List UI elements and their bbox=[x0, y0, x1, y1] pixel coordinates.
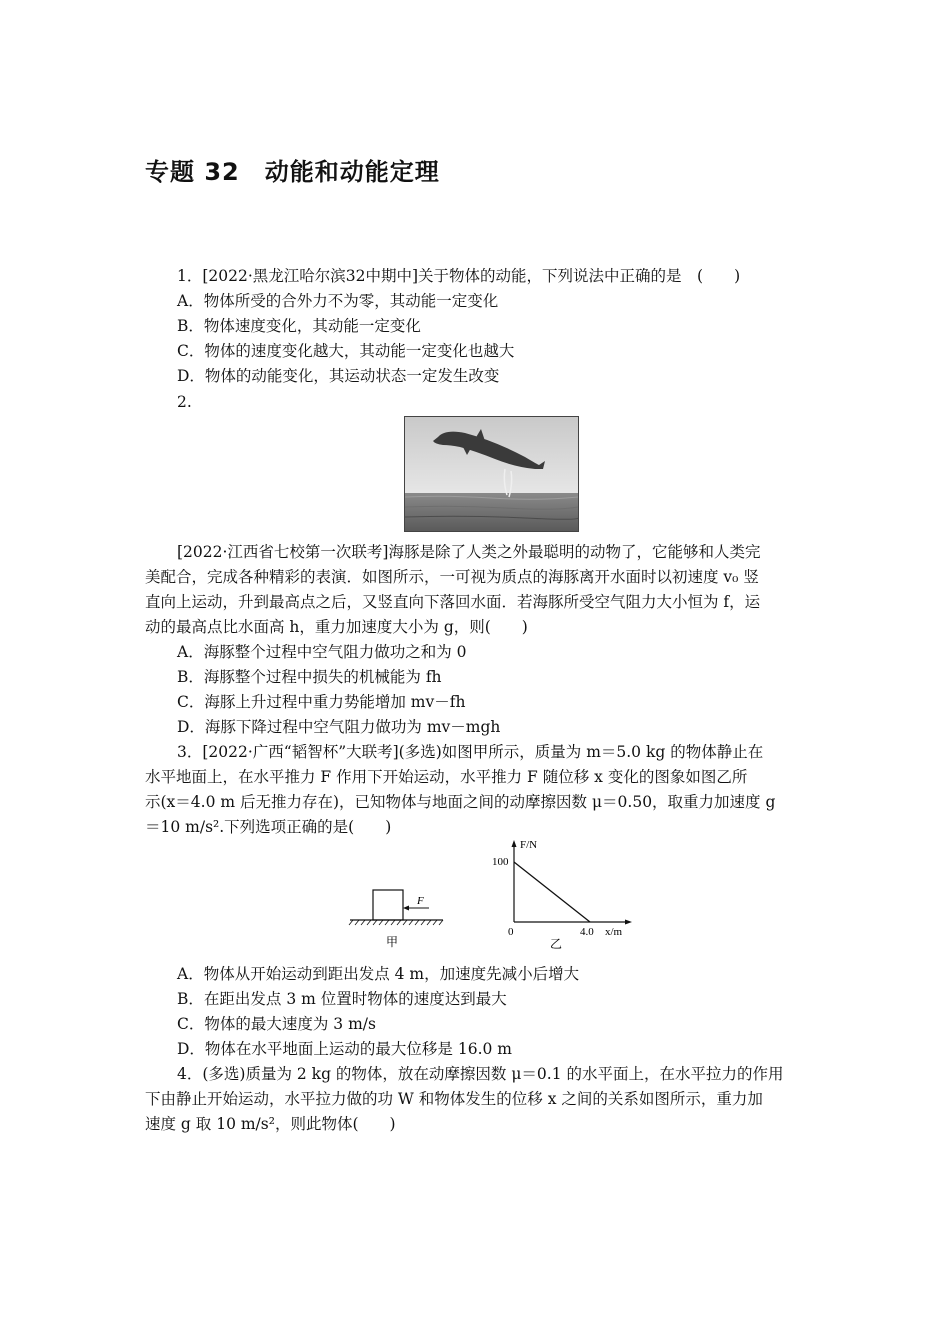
page-title: 专题 32 动能和动能定理 bbox=[145, 158, 440, 186]
q2-stem-line-1: [2022·江西省七校第一次联考]海豚是除了人类之外最聪明的动物了，它能够和人类完 bbox=[177, 543, 761, 561]
q4-stem-line-1: 4．(多选)质量为 2 kg 的物体，放在动摩擦因数 μ＝0.1 的水平面上，在水平拉力的作用 bbox=[177, 1065, 784, 1083]
q3-option-a: A．物体从开始运动到距出发点 4 m，加速度先减小后增大 bbox=[177, 965, 580, 983]
q3-stem-line-3: 示(x＝4.0 m 后无推力存在)，已知物体与地面之间的动摩擦因数 μ＝0.50，取重力加速度 g bbox=[145, 793, 776, 811]
q2-stem-line-2: 美配合，完成各种精彩的表演．如图所示，一可视为质点的海豚离开水面时以初速度 v₀ 竖 bbox=[145, 568, 759, 586]
force-line bbox=[514, 862, 590, 922]
y-tick-label: 100 bbox=[492, 856, 509, 868]
q1-stem: 1．[2022·黑龙江哈尔滨32中期中]关于物体的动能，下列说法中正确的是 ( ) bbox=[177, 267, 741, 285]
q2-option-c: C．海豚上升过程中重力势能增加 mv－fh bbox=[177, 693, 466, 711]
q4-stem-line-2: 下由静止开始运动，水平拉力做的功 W 和物体发生的位移 x 之间的关系如图所示，重力加 bbox=[145, 1090, 763, 1108]
q2-option-a: A．海豚整个过程中空气阻力做功之和为 0 bbox=[177, 643, 467, 661]
q3-option-d: D．物体在水平地面上运动的最大位移是 16.0 m bbox=[177, 1040, 512, 1058]
x-tick-label: 4.0 bbox=[580, 926, 594, 938]
q2-number: 2. bbox=[177, 393, 192, 411]
q3-stem-line-2: 水平地面上，在水平推力 F 作用下开始运动，水平推力 F 随位移 x 变化的图象如图乙所 bbox=[145, 768, 748, 786]
figure-yi-graph bbox=[490, 836, 640, 954]
q2-option-d: D．海豚下降过程中空气阻力做功为 mv－mgh bbox=[177, 718, 501, 736]
q2-option-b: B．海豚整个过程中损失的机械能为 fh bbox=[177, 668, 442, 686]
figure-jia bbox=[345, 880, 445, 950]
origin-label: 0 bbox=[508, 926, 514, 938]
q2-stem-line-3: 直向上运动，升到最高点之后，又竖直向下落回水面．若海豚所受空气阻力大小恒为 f，运 bbox=[145, 593, 761, 611]
q3-option-c: C．物体的最大速度为 3 m/s bbox=[177, 1015, 376, 1033]
q2-stem-line-4: 动的最高点比水面高 h，重力加速度大小为 g，则( ) bbox=[145, 618, 528, 636]
force-label: F bbox=[417, 895, 424, 907]
q4-stem-line-3: 速度 g 取 10 m/s²，则此物体( ) bbox=[145, 1115, 396, 1133]
q1-option-d: D．物体的动能变化，其运动状态一定发生改变 bbox=[177, 367, 500, 385]
q3-option-b: B．在距出发点 3 m 位置时物体的速度达到最大 bbox=[177, 990, 507, 1008]
q1-option-b: B．物体速度变化，其动能一定变化 bbox=[177, 317, 421, 335]
dolphin-photo bbox=[404, 416, 579, 532]
q3-stem-line-4: ＝10 m/s².下列选项正确的是( ) bbox=[145, 818, 392, 836]
q3-stem-line-1: 3．[2022·广西“韬智杯”大联考](多选)如图甲所示，质量为 m＝5.0 kg 的物体静止在 bbox=[177, 743, 764, 761]
q1-option-c: C．物体的速度变化越大，其动能一定变化也越大 bbox=[177, 342, 515, 360]
figure-jia-caption: 甲 bbox=[386, 935, 399, 949]
figure-yi-caption: 乙 bbox=[550, 937, 563, 951]
x-axis-label: x/m bbox=[605, 926, 623, 938]
y-axis-label: F/N bbox=[520, 839, 538, 851]
q1-option-a: A．物体所受的合外力不为零，其动能一定变化 bbox=[177, 292, 499, 310]
